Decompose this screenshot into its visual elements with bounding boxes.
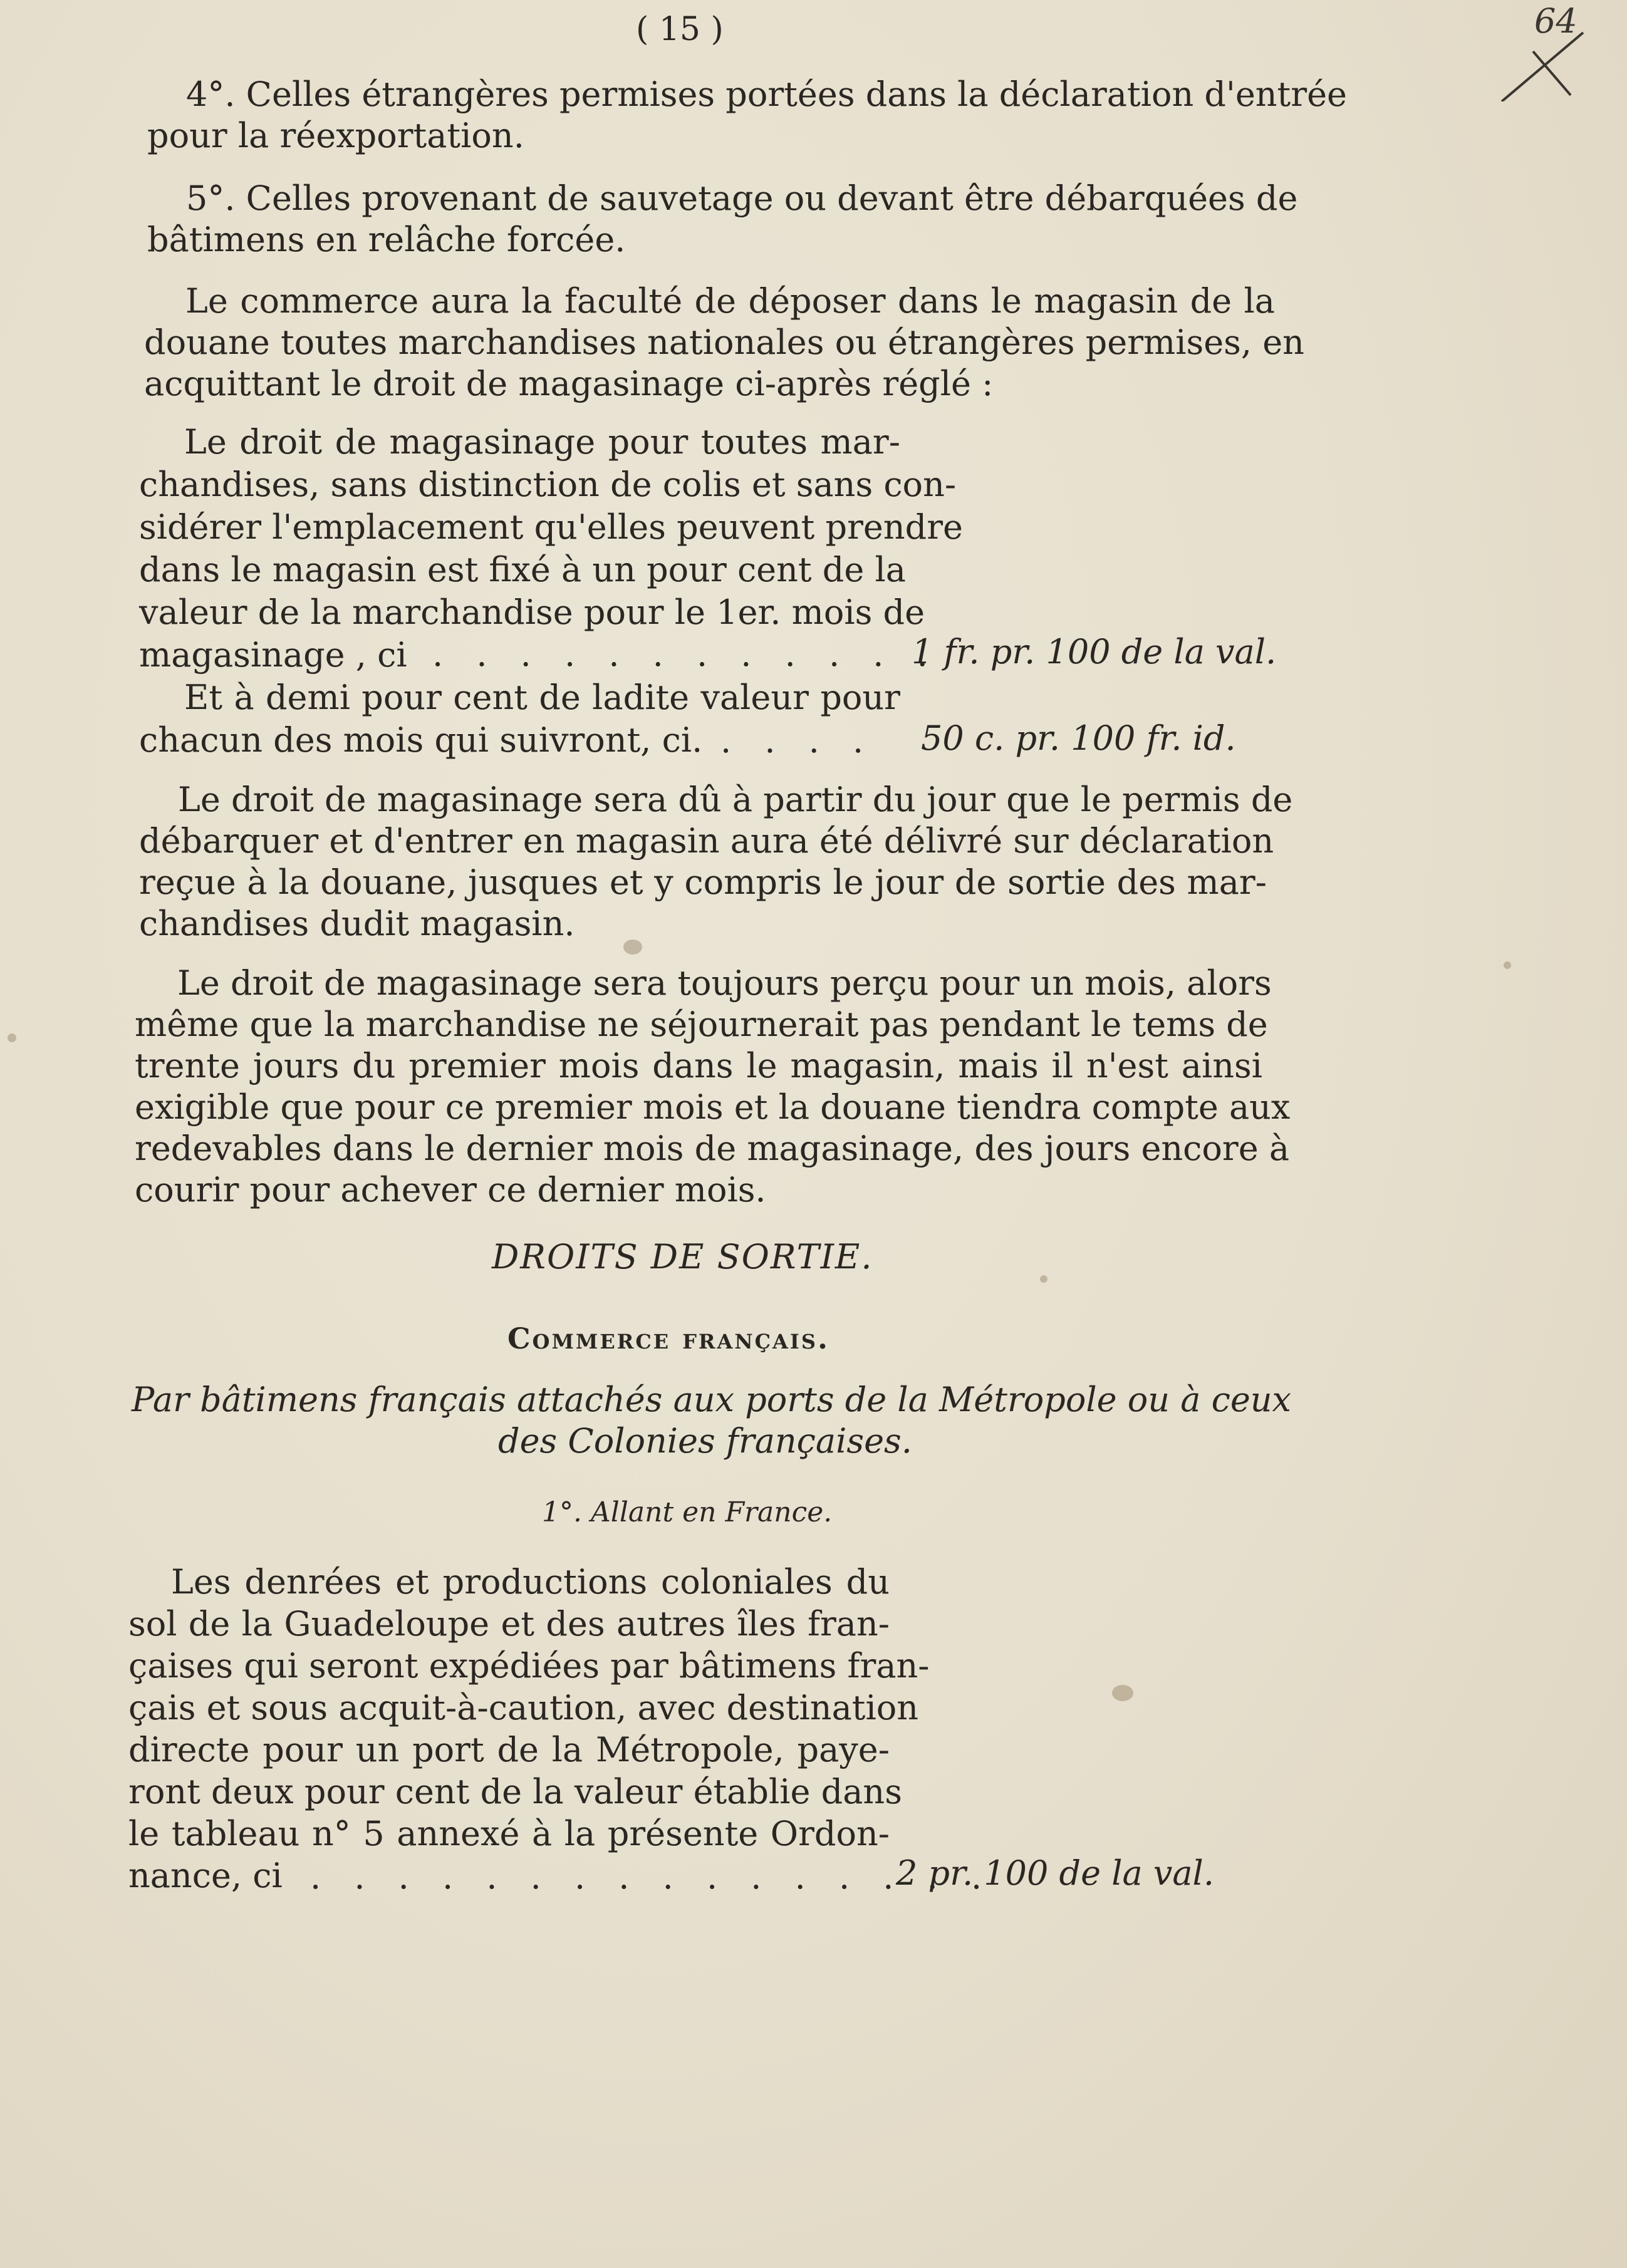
paper-stain [1112, 1685, 1133, 1701]
droit-line: sidérer l'emplacement qu'elles peuvent prendre [139, 507, 963, 547]
paragraph-line: acquittant le droit de magasinage ci-après réglé : [144, 364, 994, 403]
denrees-line: directe pour un port de la Métropole, paye- [128, 1730, 890, 1769]
heading-par-line: Par bâtimens français attachés aux ports de la Métropole ou à ceux [132, 1380, 1292, 1419]
item-4-line: 4°. Celles étrangères permises portées dans la déclaration d'entrée [186, 75, 1347, 114]
leader-dots: . . . . . . . . . . . . [432, 634, 939, 674]
denrees-line: sol de la Guadeloupe et des autres îles fran- [128, 1604, 890, 1644]
paper-stain [8, 1033, 16, 1042]
leader-dots: . . . . [720, 721, 875, 760]
paragraph-line: Le commerce aura la faculté de déposer dans le magasin de la [185, 281, 1275, 321]
item-5-line: bâtimens en relâche forcée. [147, 220, 626, 259]
paragraph-line: débarquer et d'entrer en magasin aura été délivré sur déclaration [139, 821, 1274, 861]
paper-stain [1504, 961, 1511, 969]
rate-following-months: 50 c. pr. 100 fr. id. [921, 718, 1236, 758]
droit-line: valeur de la marchandise pour le 1er. mois de [139, 593, 925, 632]
item-4-line: pour la réexportation. [147, 116, 524, 155]
droit-line: Et à demi pour cent de ladite valeur pour [184, 678, 900, 717]
heading-allant-en-france: 1°. Allant en France. [542, 1496, 833, 1528]
denrees-line: nance, ci [128, 1856, 283, 1895]
denrees-line: le tableau n° 5 annexé à la présente Ordon- [128, 1814, 890, 1853]
paragraph-line: même que la marchandise ne séjournerait pas pendant le tems de [135, 1005, 1268, 1044]
droit-line: magasinage , ci [139, 635, 407, 675]
page-number: ( 15 ) [636, 11, 724, 48]
paragraph-droit-percu [135, 963, 1291, 1211]
paragraph-line: redevables dans le dernier mois de magasinage, des jours encore à [135, 1129, 1290, 1168]
heading-commerce-francais: Commerce français. [507, 1322, 829, 1355]
paragraph-commerce [144, 281, 1304, 405]
heading-par-line: des Colonies françaises. [498, 1421, 912, 1461]
denrees-coloniales [128, 1561, 930, 1897]
paragraph-droit-du [139, 779, 1293, 945]
droit-line: chacun des mois qui suivront, ci. [139, 720, 703, 760]
ink-corner-mark [1495, 8, 1589, 101]
denrees-line: çaises qui seront expédiées par bâtimens fran- [128, 1646, 930, 1685]
denrees-line: ront deux pour cent de la valeur établie dans [128, 1772, 902, 1811]
droit-line: chandises, sans distinction de colis et sans con- [139, 465, 957, 504]
corner-number: 64 [1534, 8, 1578, 41]
paragraph-line: exigible que pour ce premier mois et la douane tiendra compte aux [135, 1087, 1291, 1127]
paragraph-line: reçue à la douane, jusques et y compris le jour de sortie des mar- [139, 862, 1267, 902]
paper-stain [623, 940, 642, 955]
denrees-line: çais et sous acquit-à-caution, avec destination [128, 1688, 919, 1727]
item-5 [147, 178, 1298, 261]
paragraph-line: Le droit de magasinage sera toujours perçu pour un mois, alors [177, 963, 1272, 1003]
droit-line: Le droit de magasinage pour toutes mar- [184, 422, 900, 462]
paragraph-line: courir pour achever ce dernier mois. [135, 1170, 766, 1209]
heading-droits-de-sortie: DROITS DE SORTIE. [492, 1237, 873, 1276]
paragraph-line: trente jours du premier mois dans le magasin, mais il n'est ainsi [135, 1046, 1262, 1085]
rate-first-month: 1 fr. pr. 100 de la val. [912, 632, 1277, 671]
rate-denrees: 2 pr. 100 de la val. [896, 1853, 1214, 1893]
paragraph-line: chandises dudit magasin. [139, 904, 575, 943]
paper-stain [1040, 1275, 1047, 1283]
paragraph-line: Le droit de magasinage sera dû à partir du jour que le permis de [178, 780, 1293, 819]
paragraph-line: douane toutes marchandises nationales ou étrangères permises, en [144, 323, 1304, 362]
item-5-line: 5°. Celles provenant de sauvetage ou devant être débarquées de [186, 179, 1298, 218]
denrees-line: Les denrées et productions coloniales du [171, 1562, 890, 1602]
item-4 [147, 74, 1347, 157]
droit-line: dans le magasin est fixé à un pour cent de la [139, 550, 906, 589]
leader-dots: . . . . . . . . . . . . . . . . [310, 1857, 994, 1897]
